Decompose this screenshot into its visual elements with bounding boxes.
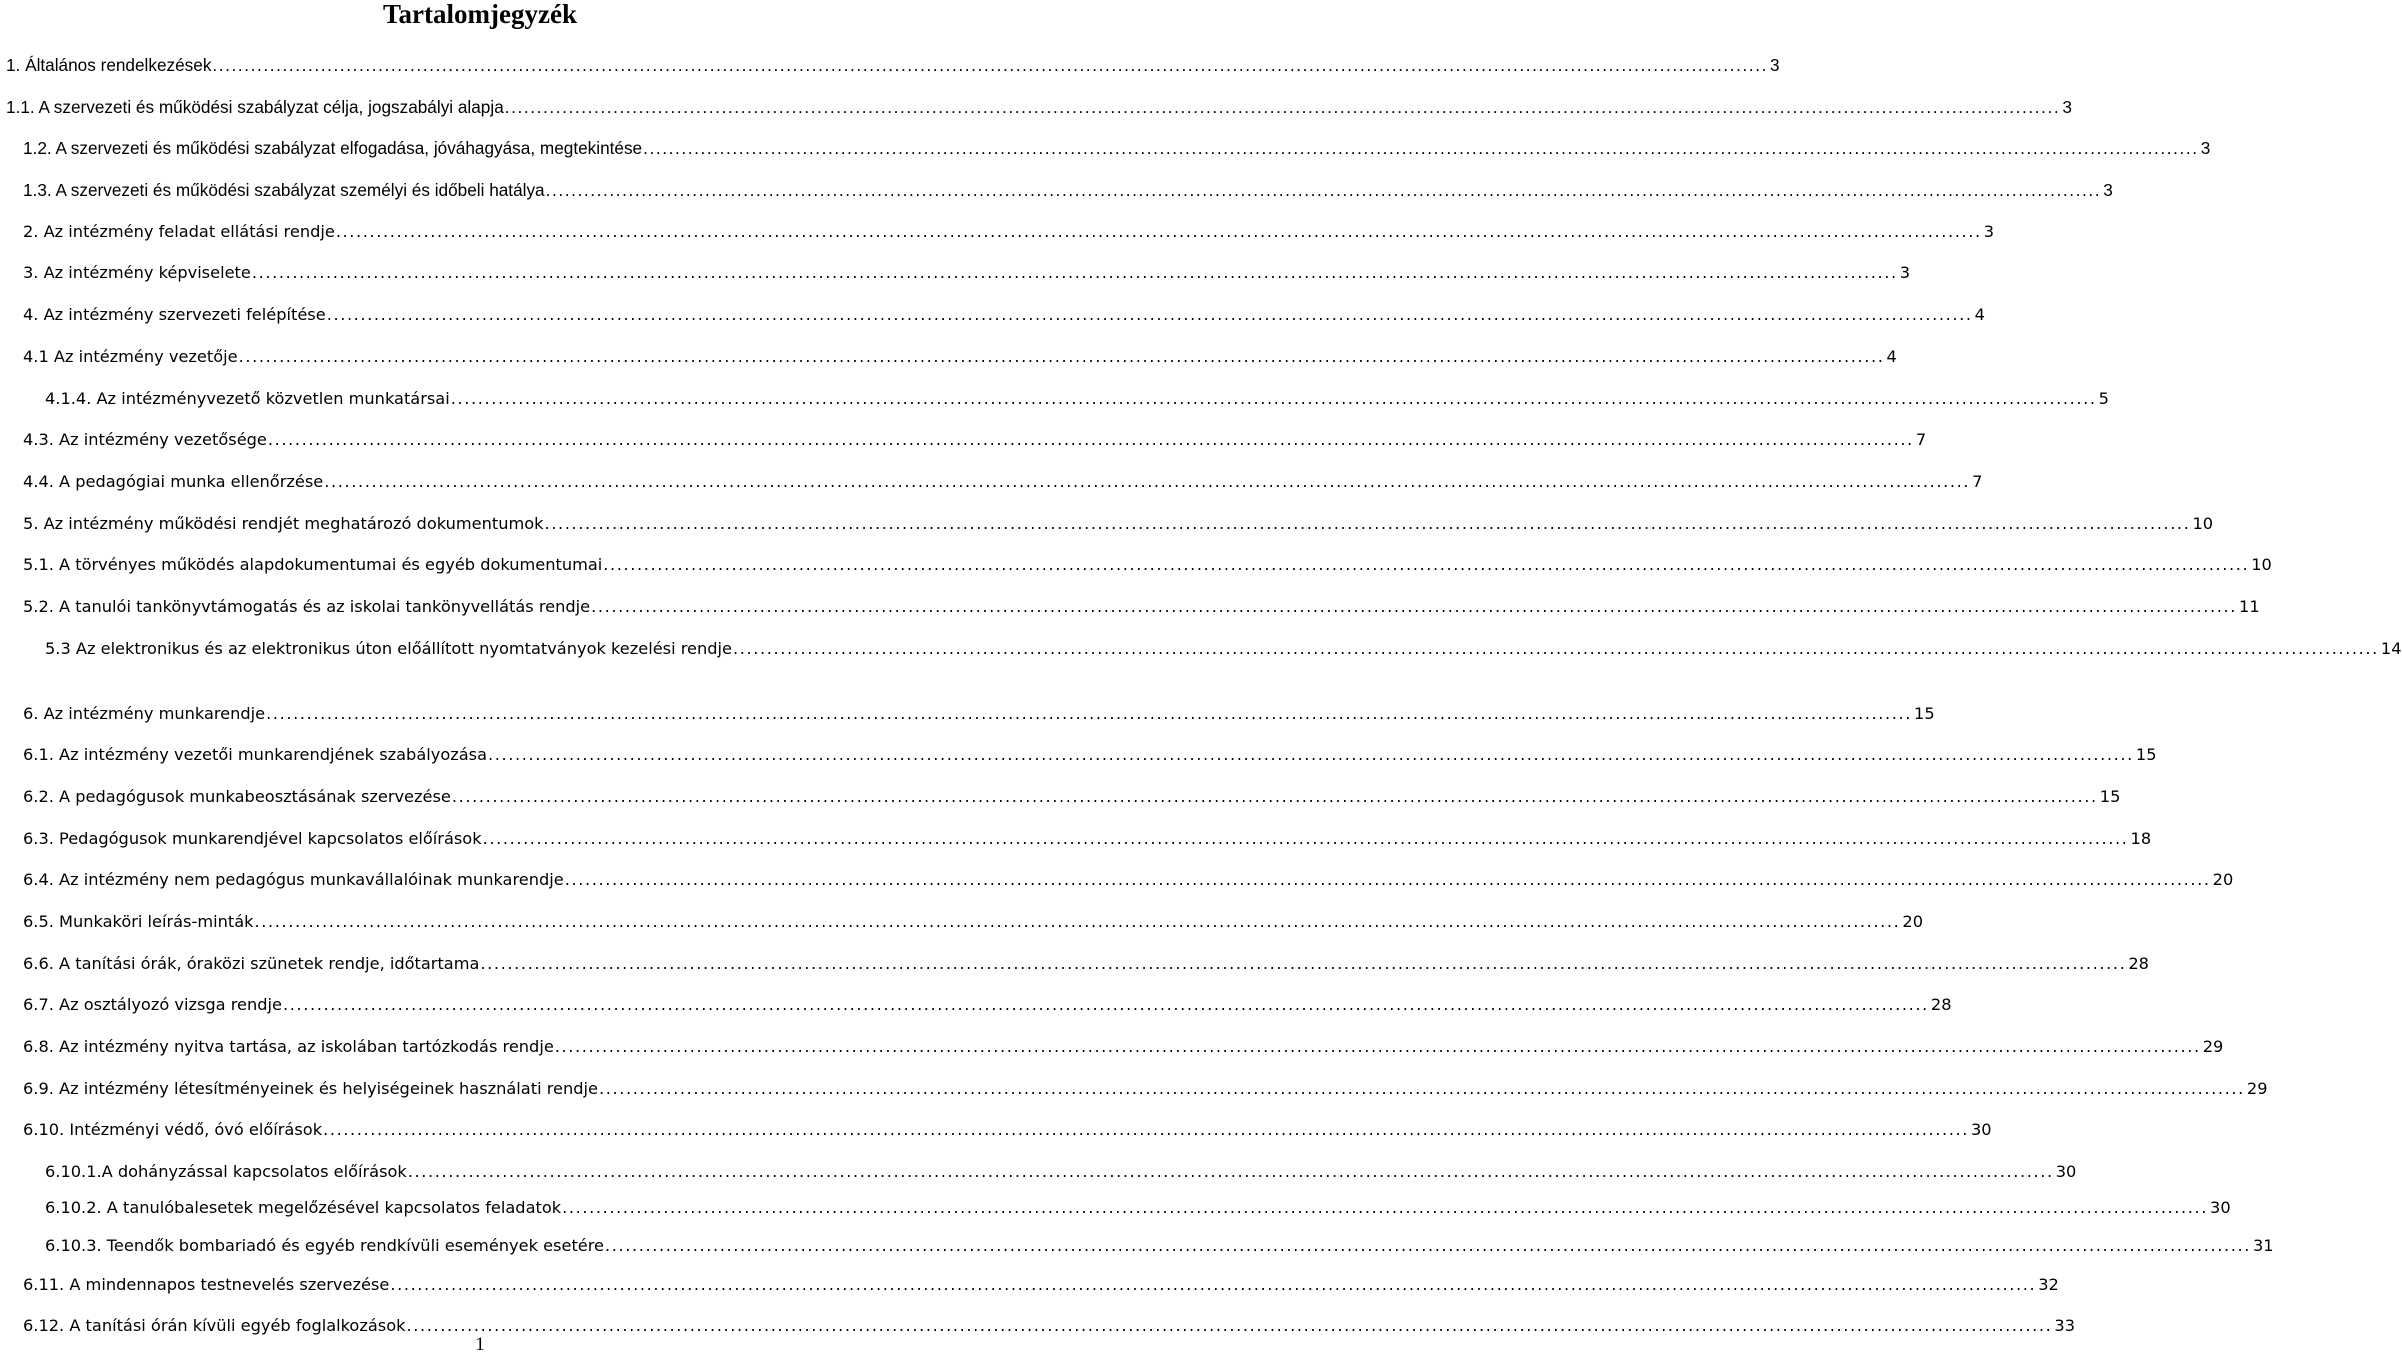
toc-dot-leader: .................................................................................................................................................................................................................................................... (482, 829, 2129, 848)
toc-entry[interactable] (23, 743, 2157, 767)
footer-page-number: 1 (475, 1334, 485, 1355)
toc-page-number: 11 (2239, 597, 2260, 616)
toc-dot-leader: .................................................................................................................................................................................................................................................... (450, 389, 2097, 408)
toc-dot-leader: .................................................................................................................................................................................................................................................... (554, 1037, 2201, 1056)
toc-page-number: 20 (1902, 912, 1924, 931)
toc-entry-text: 6.8. Az intézmény nyitva tartása, az iskolában tartózkodás rendje (23, 1037, 554, 1056)
toc-entry[interactable] (23, 553, 2272, 577)
toc-entry-text: 3. Az intézmény képviselete (23, 263, 251, 282)
toc-entry-text: 6.10.3. Teendők bombariadó és egyéb rendkívüli események esetére (45, 1236, 605, 1255)
toc-page-number: 4 (1886, 347, 1897, 366)
toc-dot-leader: .................................................................................................................................................................................................................................................... (643, 138, 2199, 158)
toc-dot-leader: .................................................................................................................................................................................................................................................... (591, 597, 2238, 616)
toc-dot-leader: .................................................................................................................................................................................................................................................... (504, 97, 2061, 117)
toc-page-number: 3 (2103, 180, 2113, 200)
toc-entry-text: 6.2. A pedagógusok munkabeosztásának szervezése (23, 787, 451, 806)
toc-dot-leader: .................................................................................................................................................................................................................................................... (480, 954, 2127, 973)
toc-dot-leader: .................................................................................................................................................................................................................................................... (564, 870, 2211, 889)
toc-entry[interactable] (23, 785, 2121, 809)
toc-page-number: 30 (2055, 1162, 2077, 1181)
toc-dot-leader: .................................................................................................................................................................................................................................................... (266, 704, 1913, 723)
toc-page-number: 5 (2098, 389, 2109, 408)
toc-page-number: 3 (1983, 222, 1995, 241)
toc-entry-text: 4.1 Az intézmény vezetője (23, 347, 238, 366)
toc-dot-leader: .................................................................................................................................................................................................................................................... (282, 995, 1929, 1014)
toc-entry[interactable] (23, 595, 2260, 619)
toc-entry-text: 1.2. A szervezeti és működési szabályzat elfogadása, jóváhagyása, megtekintése (23, 138, 643, 158)
toc-dot-leader: .................................................................................................................................................................................................................................................... (324, 472, 1971, 491)
toc-entry[interactable] (23, 1077, 2268, 1101)
toc-entry-text: 6. Az intézmény munkarendje (23, 704, 266, 723)
toc-entry[interactable] (23, 428, 1927, 452)
toc-entry[interactable] (23, 345, 1897, 369)
toc-entry-text: 6.5. Munkaköri leírás-minták (23, 912, 254, 931)
toc-entry-text: 6.6. A tanítási órák, óraközi szünetek rendje, időtartama (23, 954, 480, 973)
toc-dot-leader: .................................................................................................................................................................................................................................................... (326, 305, 1973, 324)
toc-page-number: 15 (2099, 787, 2121, 806)
toc-entry-text: 6.10.1.A dohányzással kapcsolatos előírások (45, 1162, 407, 1181)
toc-page-number: 30 (1971, 1120, 1992, 1139)
toc-page-number: 4 (1974, 305, 1985, 324)
toc-dot-leader: .................................................................................................................................................................................................................................................... (407, 1162, 2054, 1181)
toc-entry[interactable] (23, 1035, 2224, 1059)
toc-entry[interactable] (45, 387, 2109, 411)
toc-entry-text: 5.3 Az elektronikus és az elektronikus úton előállított nyomtatványok kezelési rendje (45, 639, 732, 658)
toc-dot-leader: .................................................................................................................................................................................................................................................... (238, 347, 1885, 366)
toc-page-number: 15 (1914, 704, 1935, 723)
toc-dot-leader: .................................................................................................................................................................................................................................................... (545, 180, 2102, 200)
toc-entry-text: 6.11. A mindennapos testnevelés szervezése (23, 1275, 390, 1294)
toc-page-number: 28 (2128, 954, 2149, 973)
toc-dot-leader: .................................................................................................................................................................................................................................................... (603, 555, 2250, 574)
toc-dot-leader: .................................................................................................................................................................................................................................................... (212, 55, 1768, 75)
toc-entry-text: 5.1. A törvényes működés alapdokumentumai és egyéb dokumentumai (23, 555, 603, 574)
toc-dot-leader: .................................................................................................................................................................................................................................................... (605, 1236, 2251, 1255)
toc-entry-text: 4. Az intézmény szervezeti felépítése (23, 305, 326, 324)
toc-dot-leader: .................................................................................................................................................................................................................................................... (544, 514, 2191, 533)
toc-dot-leader: .................................................................................................................................................................................................................................................... (254, 912, 1901, 931)
toc-entry[interactable] (6, 95, 2072, 119)
toc-entry[interactable] (45, 1234, 2274, 1258)
toc-entry[interactable] (23, 178, 2113, 202)
toc-entry[interactable] (23, 910, 1924, 934)
toc-entry[interactable] (23, 220, 1995, 244)
toc-entry[interactable] (23, 261, 1911, 285)
toc-page-number: 14 (2380, 639, 2402, 658)
toc-entry[interactable] (45, 637, 2402, 661)
toc-page-number: 3 (1769, 55, 1780, 75)
toc-dot-leader: .................................................................................................................................................................................................................................................... (451, 787, 2098, 806)
toc-entry-text: 6.12. A tanítási órán kívüli egyéb foglalkozások (23, 1316, 406, 1335)
toc-dot-leader: .................................................................................................................................................................................................................................................... (390, 1275, 2037, 1294)
toc-entry-text: 6.1. Az intézmény vezetői munkarendjének szabályozása (23, 745, 487, 764)
toc-entry-text: 1. Általános rendelkezések (6, 55, 212, 75)
toc-page-number: 10 (2251, 555, 2272, 574)
toc-page-number: 32 (2038, 1275, 2059, 1294)
toc-entry[interactable] (23, 868, 2234, 892)
toc-page-number: 3 (2200, 138, 2211, 158)
toc-dot-leader: .................................................................................................................................................................................................................................................... (598, 1079, 2245, 1098)
toc-entry-text: 4.4. A pedagógiai munka ellenőrzése (23, 472, 324, 491)
toc-entry-text: 5.2. A tanulói tankönyvtámogatás és az iskolai tankönyvellátás rendje (23, 597, 591, 616)
toc-entry[interactable] (23, 136, 2211, 160)
toc-dot-leader: .................................................................................................................................................................................................................................................... (251, 263, 1898, 282)
toc-page-number: 7 (1915, 430, 1927, 449)
toc-page-number: 20 (2212, 870, 2234, 889)
toc-page-number: 10 (2192, 514, 2214, 533)
toc-page-number: 29 (2246, 1079, 2268, 1098)
toc-page-number: 18 (2130, 829, 2152, 848)
toc-dot-leader: .................................................................................................................................................................................................................................................... (335, 222, 1982, 241)
toc-entry[interactable] (23, 512, 2214, 536)
toc-entry-text: 1.3. A szervezeti és működési szabályzat személyi és időbeli hatálya (23, 180, 545, 200)
toc-page-number: 7 (1972, 472, 1983, 491)
toc-entry[interactable] (23, 993, 1952, 1017)
toc-page-number: 28 (1930, 995, 1952, 1014)
toc-dot-leader: .................................................................................................................................................................................................................................................... (488, 745, 2134, 764)
toc-entry[interactable] (23, 303, 1985, 327)
toc-entry[interactable] (23, 470, 1983, 494)
toc-page-number: 30 (2210, 1198, 2231, 1217)
toc-page-number: 3 (1899, 263, 1911, 282)
toc-dot-leader: .................................................................................................................................................................................................................................................... (406, 1316, 2053, 1335)
toc-entry-text: 6.9. Az intézmény létesítményeinek és helyiségeinek használati rendje (23, 1079, 598, 1098)
toc-entry-text: 6.4. Az intézmény nem pedagógus munkavállalóinak munkarendje (23, 870, 564, 889)
toc-entry[interactable] (23, 702, 1935, 726)
toc-dot-leader: .................................................................................................................................................................................................................................................... (323, 1120, 1969, 1139)
toc-entry-text: 6.7. Az osztályozó vizsga rendje (23, 995, 282, 1014)
toc-entry[interactable] (6, 53, 1780, 77)
toc-entry-text: 1.1. A szervezeti és működési szabályzat célja, jogszabályi alapja (6, 97, 504, 117)
toc-entry-text: 5. Az intézmény működési rendjét meghatározó dokumentumok (23, 514, 544, 533)
toc-entry-text: 6.10.2. A tanulóbalesetek megelőzésével kapcsolatos feladatok (45, 1198, 562, 1217)
toc-dot-leader: .................................................................................................................................................................................................................................................... (562, 1198, 2209, 1217)
page-title: Tartalomjegyzék (383, 0, 577, 29)
toc-entry-text: 6.3. Pedagógusok munkarendjével kapcsolatos előírások (23, 829, 482, 848)
toc-entry[interactable] (23, 952, 2149, 976)
toc-entry[interactable] (23, 827, 2152, 851)
toc-page-number: 29 (2202, 1037, 2224, 1056)
toc-page-number: 15 (2135, 745, 2157, 764)
toc-entry[interactable] (45, 1160, 2077, 1184)
toc-entry[interactable] (23, 1118, 1992, 1142)
toc-entry-text: 6.10. Intézményi védő, óvó előírások (23, 1120, 323, 1139)
toc-dot-leader: .................................................................................................................................................................................................................................................... (733, 639, 2379, 658)
toc-entry-text: 4.3. Az intézmény vezetősége (23, 430, 267, 449)
toc-page-number: 3 (2062, 97, 2072, 117)
toc-page-number: 31 (2252, 1236, 2274, 1255)
toc-entry-text: 4.1.4. Az intézményvezető közvetlen munkatársai (45, 389, 450, 408)
toc-dot-leader: .................................................................................................................................................................................................................................................... (267, 430, 1914, 449)
toc-page-number: 33 (2054, 1316, 2075, 1335)
toc-entry[interactable] (45, 1196, 2231, 1220)
toc-entry-text: 2. Az intézmény feladat ellátási rendje (23, 222, 335, 241)
toc-entry[interactable] (23, 1273, 2059, 1297)
